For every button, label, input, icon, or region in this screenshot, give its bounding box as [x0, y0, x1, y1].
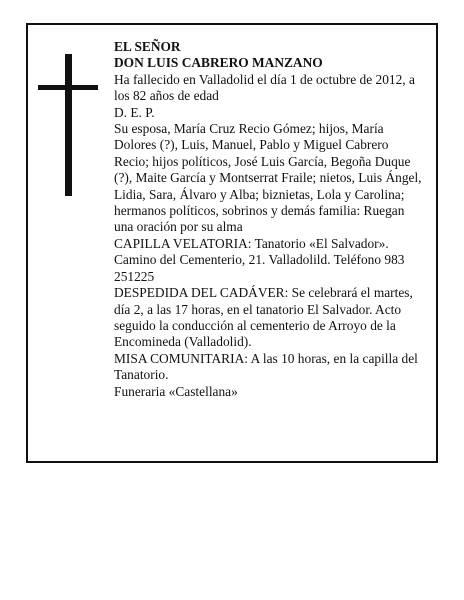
notice-text	[114, 39, 426, 400]
farewell-paragraph: DESPEDIDA DEL CADÁVER: Se celebrará el martes, día 2, a las 17 horas, en el tanatorio El Salvador. Acto seguido la conducción al cementerio de Arroyo de la Encomineda (Valladolid).	[114, 285, 413, 350]
funeral-home: Funeraria «Castellana»	[114, 383, 238, 399]
mass-paragraph: MISA COMUNITARIA: A las 10 horas, en la capilla del Tanatorio.	[114, 350, 418, 383]
cross-horizontal-bar	[38, 85, 98, 90]
cross-vertical-bar	[65, 54, 72, 196]
notice-title-line2: DON LUIS CABRERO MANZANO	[114, 55, 323, 71]
notice-title-line1: EL SEÑOR	[114, 39, 181, 54]
obituary-notice	[26, 23, 438, 463]
chapel-paragraph: CAPILLA VELATORIA: Tanatorio «El Salvador». Camino del Cementerio, 21. Valladolild. Teléfono 983 251225	[114, 235, 405, 284]
death-statement: Ha fallecido en Valladolid el día 1 de octubre de 2012, a los 82 años de edad	[114, 71, 415, 104]
rip-abbreviation: D. E. P.	[114, 104, 155, 120]
family-paragraph: Su esposa, María Cruz Recio Gómez; hijos, María Dolores (?), Luis, Manuel, Pablo y Miguel Cabrero Recio; hijos políticos, José Luis García, Begoña Duque (?), Maite García y Montserrat Fraile; nietos, Luis Ángel, Lidia, Sara, Álvaro y Alba; biznietas, Lola y Carolina; hermanos políticos, sobrinos y demás familia: Ruegan una oración por su alma	[114, 121, 422, 235]
